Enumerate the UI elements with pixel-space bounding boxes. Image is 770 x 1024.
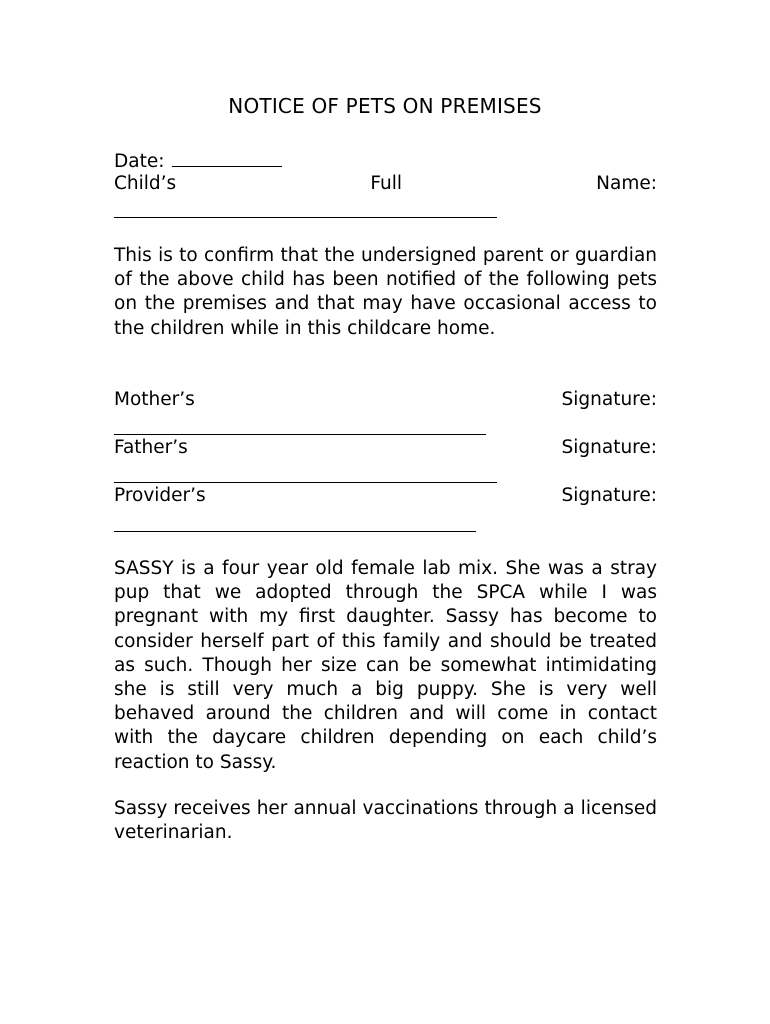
provider-signature-label: Signature: bbox=[561, 485, 657, 506]
child-name-blank-line bbox=[114, 217, 497, 218]
date-label: Date: bbox=[114, 151, 165, 172]
pet-description-paragraph: SASSY is a four year old female lab mix. She was a stray pup that we adopted through the SPCA while I was pregnant with my first daughter. Sassy has become to consider herself part of this family and should be treated as such. Though her size can be somewhat intimidating she is still very much a big puppy. She is very well behaved around the children and will come in contact with the daycare children depending on each child’s reaction to Sassy. bbox=[114, 558, 657, 773]
document-title: NOTICE OF PETS ON PREMISES bbox=[228, 94, 542, 118]
provider-signature-line bbox=[114, 531, 476, 532]
provider-label: Provider’s bbox=[114, 485, 206, 506]
child-name-word-3: Name: bbox=[596, 173, 657, 194]
mother-label: Mother’s bbox=[114, 389, 195, 410]
date-row bbox=[114, 148, 657, 174]
vaccination-paragraph: Sassy receives her annual vaccinations through a licensed veterinarian. bbox=[114, 798, 657, 844]
father-signature-line bbox=[114, 482, 497, 483]
child-name-word-1: Child’s bbox=[114, 173, 177, 194]
mother-signature-row bbox=[114, 388, 657, 412]
confirmation-paragraph: This is to confirm that the undersigned parent or guardian of the above child has been notified of the following pets on the premises and that may have occasional access to the children while in this childcare home. bbox=[114, 245, 657, 339]
provider-signature-row bbox=[114, 484, 657, 508]
mother-signature-label: Signature: bbox=[561, 389, 657, 410]
father-label: Father’s bbox=[114, 437, 188, 458]
father-signature-label: Signature: bbox=[561, 437, 657, 458]
father-signature-row bbox=[114, 436, 657, 460]
mother-signature-line bbox=[114, 434, 486, 435]
date-blank-line bbox=[172, 148, 282, 167]
child-name-word-2: Full bbox=[370, 173, 402, 194]
child-name-row bbox=[114, 172, 657, 196]
